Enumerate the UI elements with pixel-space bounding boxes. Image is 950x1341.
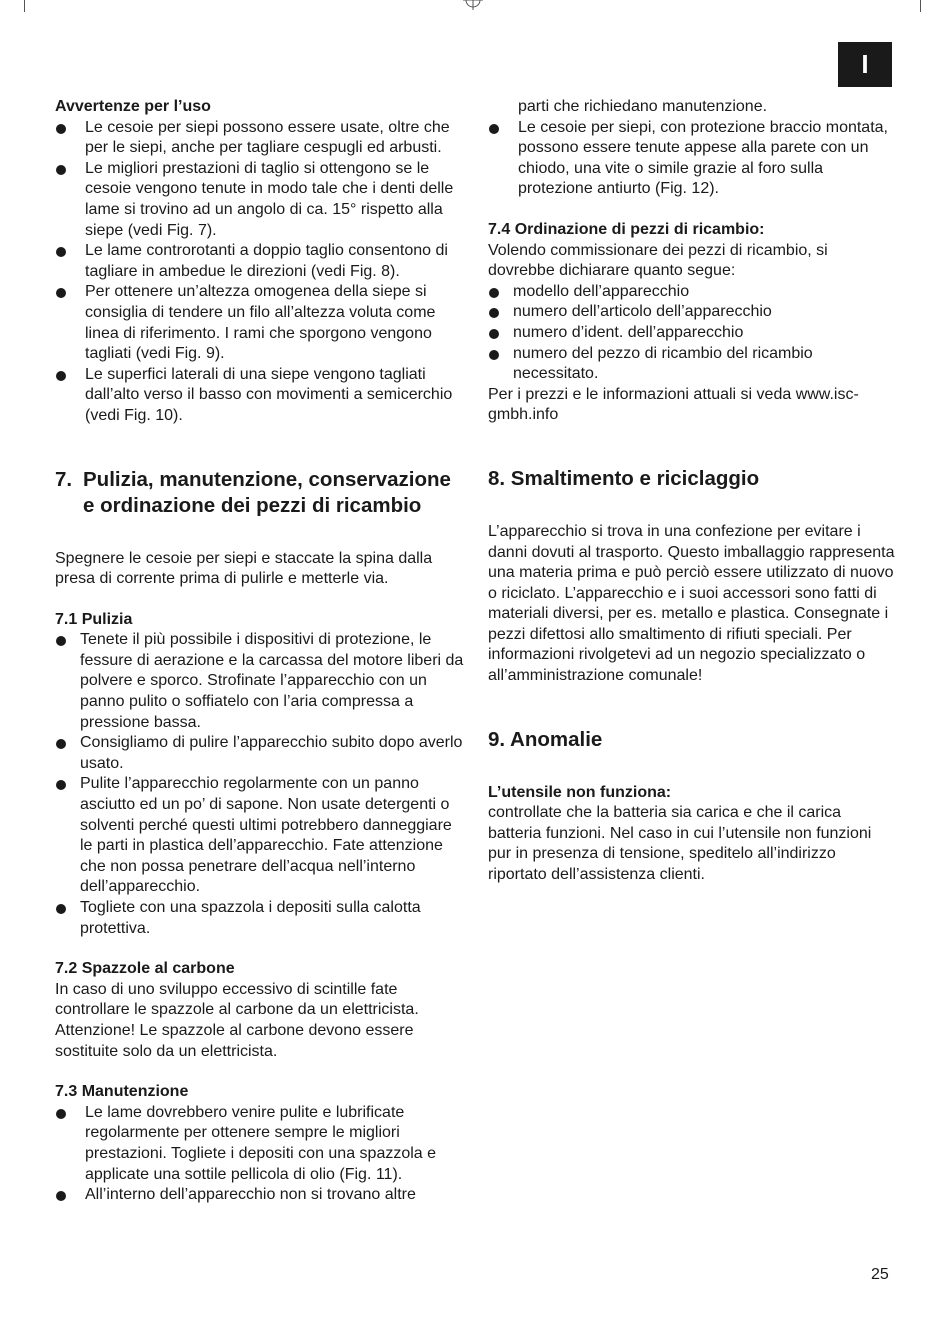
spare-parts-list bbox=[488, 282, 898, 385]
section-7-2-text: In caso di uno sviluppo eccessivo di scintille fate controllare le spazzole al carbone da un elettricista. Attenzione! Le spazzole al carbone devono essere sostituite solo da un elettricista. bbox=[55, 980, 419, 1060]
section-7-4-outro: Per i prezzi e le informazioni attuali si veda www.isc-gmbh.info bbox=[488, 385, 859, 424]
section-7-heading bbox=[55, 467, 465, 519]
registration-mark-icon bbox=[463, 0, 483, 10]
bullet-icon bbox=[56, 780, 66, 790]
section-7-2-heading: 7.2 Spazzole al carbone bbox=[55, 960, 235, 978]
bullet-icon bbox=[56, 1191, 66, 1201]
bullet-icon bbox=[56, 904, 66, 914]
list-item: All’interno dell’apparecchio non si trovano altre bbox=[55, 1185, 465, 1206]
list-item: numero dell’articolo dell’apparecchio bbox=[488, 302, 898, 323]
bullet-icon bbox=[489, 288, 499, 298]
maintenance-continuation: parti che richiedano manutenzione. bbox=[518, 98, 768, 115]
bullet-icon bbox=[56, 739, 66, 749]
section-9-text: controllate che la batteria sia carica e che il carica batteria funzioni. Nel caso in cui l’utensile non funzioni pur in presenza di tensione, speditelo all’indirizzo riportato dell’assistenza clienti. bbox=[488, 804, 872, 884]
cleaning-list bbox=[55, 630, 465, 939]
bullet-icon bbox=[489, 308, 499, 318]
language-tab: I bbox=[838, 42, 892, 87]
list-item: Le lame controrotanti a doppio taglio consentono di tagliare in ambedue le direzioni (vedi Fig. 8). bbox=[55, 241, 465, 282]
list-item: Le lame dovrebbero venire pulite e lubrificate regolarmente per ottenere sempre le migliori prestazioni. Togliete i depositi con una spazzola e applicate una sottile pellicola di olio (Fig. 11). bbox=[55, 1103, 465, 1185]
right-column bbox=[488, 97, 898, 886]
section-7-intro: Spegnere le cesoie per siepi e staccate la spina dalla presa di corrente prima di pulirle e metterle via. bbox=[55, 549, 433, 588]
bullet-icon bbox=[56, 288, 66, 298]
bullet-icon bbox=[56, 1109, 66, 1119]
left-column bbox=[55, 97, 465, 1206]
section-9-subheading: L’utensile non funziona: bbox=[488, 783, 672, 801]
list-item: numero del pezzo di ricambio del ricambio necessitato. bbox=[488, 344, 898, 385]
crop-mark-left bbox=[24, 0, 25, 12]
warnings-heading: Avvertenze per l’uso bbox=[55, 98, 211, 115]
section-8-text: L’apparecchio si trova in una confezione per evitare i danni dovuti al trasporto. Questo imballaggio rappresenta una materia prima e può perciò essere utilizzato di nuovo o riciclato. L’apparecchio e i suoi accessori sono fatti di materiali diversi, per es. metallo e plastica. Consegnate i pezzi difettosi allo smaltimento di rifiuti speciali. Per informazioni rivolgetevi ad un negozio specializzato o all’amministrazione comunale! bbox=[488, 522, 895, 685]
bullet-icon bbox=[56, 371, 66, 381]
list-item: Le superfici laterali di una siepe vengono tagliati dall’alto verso il basso con movimenti a semicerchio (vedi Fig. 10). bbox=[55, 365, 465, 427]
bullet-icon bbox=[56, 124, 66, 134]
section-7-3-heading: 7.3 Manutenzione bbox=[55, 1083, 189, 1101]
list-item: Pulite l’apparecchio regolarmente con un panno asciutto ed un po’ di sapone. Non usate detergenti o solventi perché questi ultimi potrebbero danneggiare le parti in plastica dell’apparecchio. Fate attenzione che non possa penetrare dell’acqua nell’interno dell’apparecchio. bbox=[55, 774, 465, 898]
section-7-1-heading: 7.1 Pulizia bbox=[55, 610, 133, 628]
list-item: Per ottenere un’altezza omogenea della siepe si consiglia di tendere un filo all’altezza voluta come linea di riferimento. I rami che sporgono vengono tagliati (vedi Fig. 9). bbox=[55, 282, 465, 364]
list-item: Togliete con una spazzola i depositi sulla calotta protettiva. bbox=[55, 898, 465, 939]
warnings-list bbox=[55, 118, 465, 427]
section-7-4-heading: 7.4 Ordinazione di pezzi di ricambio: bbox=[488, 220, 765, 238]
section-title: Pulizia, manutenzione, conservazione e ordinazione dei pezzi di ricambio bbox=[83, 467, 451, 517]
list-item: Le migliori prestazioni di taglio si ottengono se le cesoie vengono tenute in modo tale che i denti delle lame si trovino ad un angolo di ca. 15° rispetto alla siepe (vedi Fig. 7). bbox=[55, 159, 465, 241]
maintenance-list-continued bbox=[488, 118, 898, 200]
list-item: Le cesoie per siepi, con protezione braccio montata, possono essere tenute appese alla parete con un chiodo, una vite o simile grazie al foro sulla protezione antiurto (Fig. 12). bbox=[488, 118, 898, 200]
page-number: 25 bbox=[871, 1266, 889, 1283]
list-item: Tenete il più possibile i dispositivi di protezione, le fessure di aerazione e la carcassa del motore liberi da polvere e sporco. Strofinate l’apparecchio con un panno pulito o soffiatelo con l’aria compressa a pressione bassa. bbox=[55, 630, 465, 733]
list-item: numero d’ident. dell’apparecchio bbox=[488, 323, 898, 344]
list-item: modello dell’apparecchio bbox=[488, 282, 898, 303]
bullet-icon bbox=[489, 329, 499, 339]
section-9-heading: 9. Anomalie bbox=[488, 727, 603, 751]
bullet-icon bbox=[56, 247, 66, 257]
section-7-4-intro: Volendo commissionare dei pezzi di ricambio, si dovrebbe dichiarare quanto segue: bbox=[488, 241, 828, 280]
crop-mark-right bbox=[920, 0, 921, 12]
bullet-icon bbox=[56, 165, 66, 175]
bullet-icon bbox=[56, 636, 66, 646]
section-number: 7. bbox=[55, 467, 73, 491]
maintenance-list bbox=[55, 1103, 465, 1206]
list-item: Le cesoie per siepi possono essere usate, oltre che per le siepi, anche per tagliare cespugli ed arbusti. bbox=[55, 118, 465, 159]
list-item: Consigliamo di pulire l’apparecchio subito dopo averlo usato. bbox=[55, 733, 465, 774]
bullet-icon bbox=[489, 350, 499, 360]
section-8-heading: 8. Smaltimento e riciclaggio bbox=[488, 466, 760, 490]
bullet-icon bbox=[489, 124, 499, 134]
